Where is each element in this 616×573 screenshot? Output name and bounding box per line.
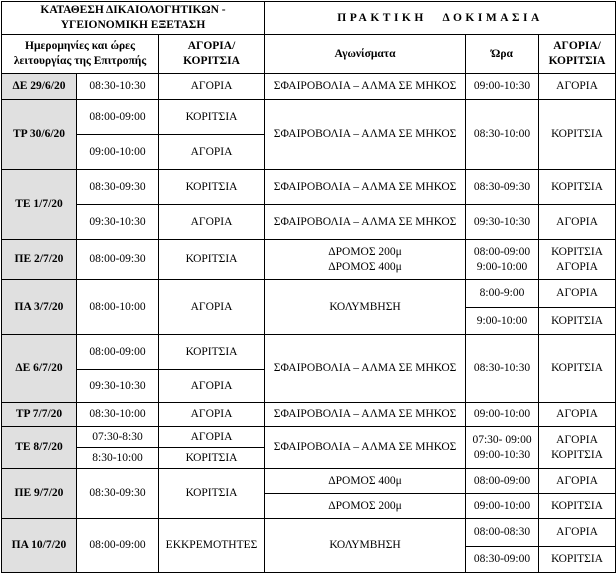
cell-line: 09:00-10:00 [89,145,146,158]
table-cell [539,335,616,403]
cell-line: ΣΦΑΙΡΟΒΟΛΙΑ – ΑΛΜΑ ΣΕ ΜΗΚΟΣ [273,215,457,228]
table-cell [265,240,466,280]
date-cell [2,469,77,519]
table-cell [539,403,616,427]
cell-line: 9:00-10:00 [476,260,528,273]
cell-line: 08:00-08:30 [473,526,531,539]
cell-line: ΤΕ 1/7/20 [15,198,63,211]
cell-line: ΑΓΟΡΙΑ [190,215,233,228]
cell-line: ΔΡΟΜΟΣ 400μ [328,260,402,273]
table-cell [77,469,159,519]
table-cell [159,427,265,448]
table-cell [159,135,265,170]
cell-line: 07:30-8:30 [92,430,143,443]
table-cell [466,205,539,240]
cell-line: ΣΦΑΙΡΟΒΟΛΙΑ – ΑΛΜΑ ΣΕ ΜΗΚΟΣ [273,408,457,421]
table-cell [159,240,265,280]
table-cell [539,427,616,469]
table-cell [539,519,616,547]
cell-line: ΔΕ 6/7/20 [15,362,63,375]
cell-line: ΑΓΟΡΙΑ [556,408,598,421]
date-cell [2,519,77,573]
table-row [2,74,616,100]
table-cell [539,494,616,519]
table-cell [159,335,265,370]
cell-line: 08:00-10:00 [89,300,146,313]
table-row [2,427,616,448]
cell-line: ΑΓΟΡΙΑ [190,80,233,93]
cell-line: ΕΚΚΡΕΜΟΤΗΤΕΣ [165,539,258,552]
table-cell [77,448,159,469]
table-cell [539,170,616,205]
cell-line: 08:00-09:00 [473,245,531,258]
cell-line: ΚΟΡΙΤΣΙΑ [185,110,238,123]
cell-line: 08:00-09:00 [473,474,531,487]
cell-line: ΔΕ 29/6/20 [12,80,66,93]
cell-line: ΑΓΟΡΙΑ [190,408,233,421]
cell-line: 08:00-09:00 [89,110,146,123]
table-cell [539,74,616,100]
cell-line: 08:00-09:30 [89,253,146,266]
table-cell [539,280,616,308]
cell-line: ΚΟΛΥΜΒΗΣΗ [329,539,401,552]
date-cell [2,335,77,403]
header-submission-medical: ΚΑΤΑΘΕΣΗ ΔΙΚΑΙΟΛΟΓΗΤΙΚΩΝ - ΥΓΕΙΟΝΟΜΙΚΗ ΕΞΕΤΑΣΗ [2,2,265,35]
date-cell [2,427,77,469]
table-cell [466,494,539,519]
cell-line: ΚΟΡΙΤΣΙΑ [551,245,603,258]
table-cell [539,469,616,494]
cell-line: ΑΓΟΡΙΑ [556,474,598,487]
table-cell [265,469,466,494]
cell-line: ΚΟΡΙΤΣΙΑ [185,487,238,500]
cell-line: ΔΡΟΜΟΣ 400μ [328,474,402,487]
table-row [2,170,616,205]
cell-line: ΚΟΡΙΤΣΙΑ [551,362,603,375]
col-header-boys-girls-right: ΑΓΟΡΙΑ/ ΚΟΡΙΤΣΙΑ [539,35,616,74]
cell-line: ΚΟΡΙΤΣΙΑ [551,448,603,461]
table-row [2,469,616,494]
table-cell [265,403,466,427]
table-cell [265,170,466,205]
cell-line: 08:30-09:30 [89,487,146,500]
table-cell [466,74,539,100]
table-cell [77,403,159,427]
cell-line: ΣΦΑΙΡΟΒΟΛΙΑ – ΑΛΜΑ ΣΕ ΜΗΚΟΣ [273,362,457,375]
cell-line: ΠΕ 2/7/20 [14,253,64,266]
table-cell [466,308,539,335]
table-cell [265,427,466,469]
table-cell [265,335,466,403]
cell-line: 09:00-10:30 [473,80,531,93]
group-header-row [2,2,616,35]
col-header-events: Αγωνίσματα [265,35,466,74]
table-row [2,280,616,308]
cell-line: ΣΦΑΙΡΟΒΟΛΙΑ – ΑΛΜΑ ΣΕ ΜΗΚΟΣ [273,128,457,141]
table-cell [265,74,466,100]
cell-line: ΣΦΑΙΡΟΒΟΛΙΑ – ΑΛΜΑ ΣΕ ΜΗΚΟΣ [273,441,457,454]
table-cell [539,240,616,280]
cell-line: 9:00-10:00 [476,314,528,327]
cell-line: 08:30-09:30 [473,180,531,193]
table-cell [159,74,265,100]
table-cell [466,280,539,308]
table-cell [77,427,159,448]
cell-line: 08:30-10:30 [473,362,531,375]
date-cell [2,74,77,100]
schedule-table [1,1,616,573]
table-cell [77,135,159,170]
cell-line: ΑΓΟΡΙΑ [190,145,233,158]
table-cell [77,370,159,403]
table-cell [539,308,616,335]
cell-line: 09:30-10:30 [473,215,531,228]
cell-line: ΚΟΡΙΤΣΙΑ [185,345,238,358]
cell-line: 08:00-09:00 [89,345,146,358]
cell-line: 08:00-09:00 [89,539,146,552]
table-cell [265,494,466,519]
table-cell [466,170,539,205]
cell-line: 08:30-09:30 [89,180,146,193]
table-cell [265,519,466,573]
cell-line: ΑΓΟΡΙΑ [190,430,233,443]
cell-line: ΔΡΟΜΟΣ 200μ [328,499,402,512]
cell-line: 09:30-10:30 [89,215,146,228]
cell-line: ΑΓΟΡΙΑ [190,379,233,392]
cell-line: ΑΓΟΡΙΑ [556,526,598,539]
table-cell [159,370,265,403]
cell-line: 08:30-10:00 [473,128,531,141]
cell-line: ΚΟΡΙΤΣΙΑ [551,314,603,327]
cell-line: 09:00-10:00 [473,408,531,421]
table-cell [466,335,539,403]
table-cell [539,205,616,240]
cell-line: ΔΡΟΜΟΣ 200μ [328,245,402,258]
table-cell [77,335,159,370]
col-header-committee-dates-hours: Ημερομηνίες και ώρες λειτουργίας της Επιτροπής [2,35,159,74]
cell-line: ΣΦΑΙΡΟΒΟΛΙΑ – ΑΛΜΑ ΣΕ ΜΗΚΟΣ [273,80,457,93]
cell-line: ΠΑ 3/7/20 [14,300,64,313]
header-practical-test: ΠΡΑΚΤΙΚΗ ΔΟΚΙΜΑΣΙΑ [265,2,616,35]
col-header-hour: Ώρα [466,35,539,74]
cell-line: ΠΑ 10/7/20 [11,539,67,552]
date-cell [2,100,77,170]
table-cell [466,403,539,427]
cell-line: 08:30-10:30 [89,80,146,93]
column-header-row [2,35,616,74]
cell-line: ΤΕ 8/7/20 [15,441,63,454]
table-cell [77,205,159,240]
table-cell [77,240,159,280]
cell-line: 09:00-10:00 [473,499,531,512]
table-cell [159,100,265,135]
table-cell [159,170,265,205]
table-cell [159,469,265,519]
cell-line: ΑΓΟΡΙΑ [556,287,598,300]
table-cell [466,519,539,547]
table-row [2,519,616,547]
cell-line: ΑΓΟΡΙΑ [556,215,598,228]
cell-line: 08:30-09:00 [473,553,531,566]
cell-line: ΚΟΡΙΤΣΙΑ [551,553,603,566]
table-cell [466,100,539,170]
cell-line: ΤΡ 7/7/20 [15,408,63,421]
cell-line: ΚΟΡΙΤΣΙΑ [551,128,603,141]
table-cell [265,100,466,170]
table-row [2,403,616,427]
cell-line: ΚΟΡΙΤΣΙΑ [185,253,238,266]
cell-line: ΣΦΑΙΡΟΒΟΛΙΑ – ΑΛΜΑ ΣΕ ΜΗΚΟΣ [273,180,457,193]
table-cell [77,100,159,135]
table-cell [265,280,466,335]
date-cell [2,240,77,280]
cell-line: 09:30-10:30 [89,379,146,392]
table-cell [466,547,539,573]
cell-line: ΑΓΟΡΙΑ [556,260,598,273]
cell-line: 08:30-10:00 [89,408,146,421]
col-header-boys-girls-left: ΑΓΟΡΙΑ/ ΚΟΡΙΤΣΙΑ [159,35,265,74]
cell-line: ΚΟΡΙΤΣΙΑ [185,180,238,193]
cell-line: ΚΟΛΥΜΒΗΣΗ [329,300,401,313]
cell-line: ΚΟΡΙΤΣΙΑ [551,499,603,512]
cell-line: ΚΟΡΙΤΣΙΑ [185,451,238,464]
table-cell [159,519,265,573]
table-cell [77,74,159,100]
table-cell [159,205,265,240]
cell-line: ΑΓΟΡΙΑ [556,80,598,93]
cell-line: 09:00-10:30 [473,448,531,461]
cell-line: ΤΡ 30/6/20 [12,128,66,141]
table-cell [466,427,539,469]
table-row [2,100,616,135]
table-cell [77,170,159,205]
cell-line: ΑΓΟΡΙΑ [190,300,233,313]
cell-line: 8:00-9:00 [479,287,525,300]
cell-line: ΑΓΟΡΙΑ [556,433,598,446]
table-cell [265,205,466,240]
table-cell [539,547,616,573]
cell-line: 07:30- 09:00 [472,433,532,446]
table-cell [466,469,539,494]
schedule-table-body [2,74,616,573]
cell-line: ΚΟΡΙΤΣΙΑ [551,180,603,193]
table-cell [539,100,616,170]
table-cell [159,280,265,335]
cell-line: ΠΕ 9/7/20 [14,487,64,500]
date-cell [2,170,77,240]
date-cell [2,280,77,335]
table-row [2,205,616,240]
date-cell [2,403,77,427]
table-cell [159,403,265,427]
table-row [2,335,616,370]
cell-line: 8:30-10:00 [92,451,143,464]
table-cell [159,448,265,469]
table-cell [77,280,159,335]
table-cell [77,519,159,573]
table-cell [466,240,539,280]
table-row [2,240,616,280]
